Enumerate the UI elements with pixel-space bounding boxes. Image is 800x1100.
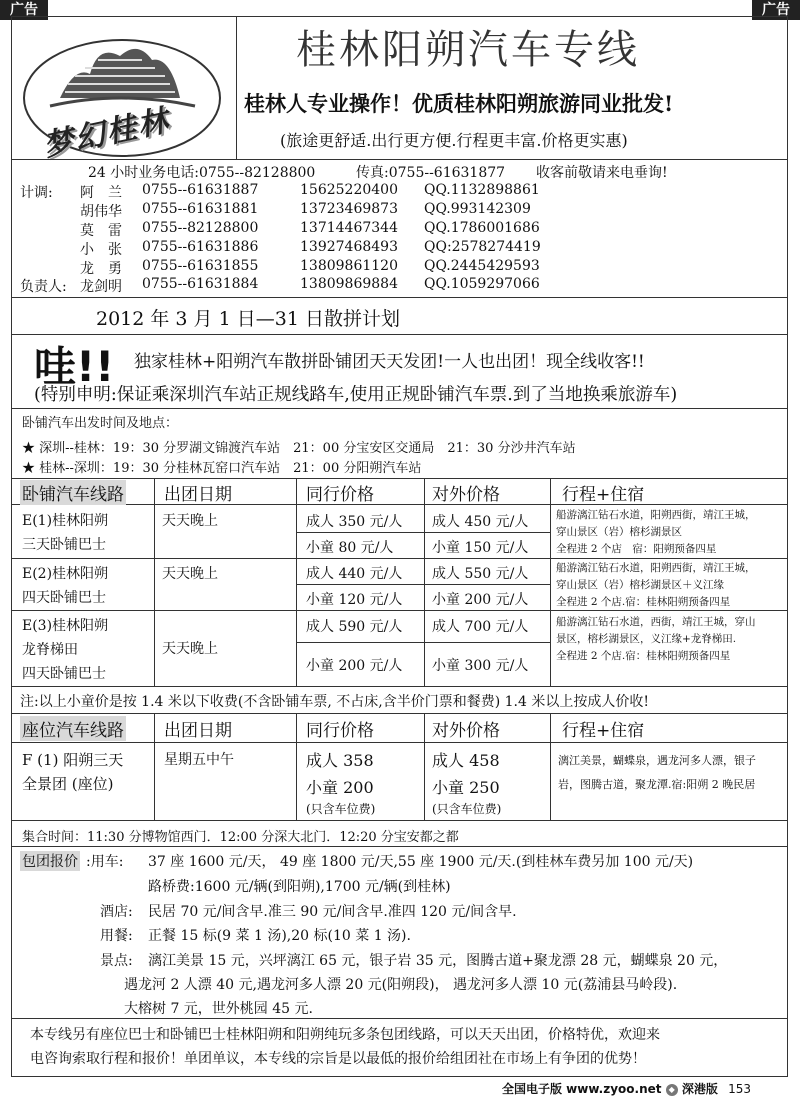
footer-edition: 深港版 [681, 1082, 718, 1096]
page-title: 桂林阳朔汽车专线 [296, 27, 640, 73]
hotel-label: 酒店: [100, 904, 133, 920]
subslogan: (旅途更舒适.出行更方便.行程更丰富.价格更实惠) [280, 131, 628, 150]
toll-price: 路桥费:1600 元/辆(到阳朔),1700 元/辆(到桂林) [148, 879, 451, 895]
sleeper-header-peer: 同行价格 [306, 485, 374, 505]
route-name: E(2)桂林阳朔 [22, 566, 109, 582]
bottom-note-line: 本专线另有座位巴士和卧铺巴士桂林阳朔和阳朔纯玩多条包团线路，可以天天出团，价格特优，欢迎来 [30, 1027, 660, 1043]
spot-price-line: 遇龙河 2 人漂 40 元,遇龙河多人漂 20 元(阳朔段)， 遇龙河多人漂 10 元(荔浦县马岭段). [124, 977, 678, 993]
vehicle-price: 37 座 1600 元/天， 49 座 1800 元/天,55 座 1900 元/天.(到桂林车费另加 100 元/天) [148, 854, 694, 870]
hotline: 24 小时业务电话:0755--82128800 [88, 165, 316, 181]
departure-title: 卧铺汽车出发时间及地点： [22, 416, 179, 431]
contact-tel: 0755--61631887 [142, 182, 259, 198]
fax: 传真:0755--61631877 [356, 165, 506, 181]
seat-header-peer: 同行价格 [306, 721, 374, 741]
sleeper-header-retail: 对外价格 [432, 485, 500, 505]
route-name: 龙脊梯田 [22, 642, 78, 658]
itinerary-line: 穿山景区（岩）榕杉湖景区＋义江缘 [556, 579, 724, 591]
contact-mobile: 13714467344 [300, 220, 398, 236]
route-name: 全景团 (座位) [22, 775, 114, 793]
contact-name: 胡伟华 [80, 204, 122, 220]
sleeper-header-route: 卧铺汽车线路 [20, 480, 126, 505]
meal-price: 正餐 15 标(9 菜 1 汤),20 标(10 菜 1 汤). [148, 928, 411, 944]
contact-tel: 0755--82128800 [142, 220, 259, 236]
route-name: E(1)桂林阳朔 [22, 513, 109, 529]
retail-child-price: 小童 200 元/人 [432, 592, 529, 608]
contact-mobile: 13809869884 [300, 276, 398, 292]
departure-date: 天天晚上 [162, 566, 218, 582]
itinerary-line: 岩，图腾古道，聚龙潭.宿:阳朔 2 晚民居 [558, 778, 756, 791]
route-name: 三天卧铺巴士 [22, 537, 106, 553]
peer-child-price: 小童 200 [306, 778, 374, 797]
peer-adult-price: 成人 350 元/人 [306, 514, 403, 530]
contact-name: 阿 兰 [80, 185, 122, 201]
dispatch-label: 计调: [20, 185, 53, 201]
contact-tel: 0755--61631884 [142, 276, 259, 292]
route-name: 四天卧铺巴士 [22, 590, 106, 606]
spot-price-line: 大榕树 7 元，世外桃园 45 元. [124, 1001, 313, 1017]
charter-label: 包团报价 [20, 851, 80, 871]
sleeper-header-date: 出团日期 [164, 485, 232, 505]
seat-header-date: 出团日期 [164, 721, 232, 741]
route-name: E(3)桂林阳朔 [22, 618, 109, 634]
peer-adult-price: 成人 358 [306, 751, 374, 770]
retail-child-price: 小童 250 [432, 778, 500, 797]
contact-name: 小 张 [80, 242, 122, 258]
contact-qq: QQ.2445429593 [424, 258, 540, 274]
peer-price-note: (只含车位费) [306, 802, 376, 816]
vehicle-label: :用车: [86, 854, 124, 870]
contact-name: 莫 雷 [80, 223, 122, 239]
contact-mobile: 13927468493 [300, 239, 398, 255]
page-number: 153 [728, 1082, 751, 1096]
peer-adult-price: 成人 440 元/人 [306, 566, 403, 582]
retail-child-price: 小童 300 元/人 [432, 658, 529, 674]
exclusive-text: 独家桂林+阳朔汽车散拼卧铺团天天发团!一人也出团！现全线收客!! [134, 352, 645, 372]
peer-adult-price: 成人 590 元/人 [306, 619, 403, 635]
plan-title: 2012 年 3 月 1 日—31 日散拼计划 [96, 308, 400, 330]
contact-qq: QQ.993142309 [424, 201, 531, 217]
contact-qq: QQ:2578274419 [424, 239, 541, 255]
manager-label: 负责人: [20, 279, 67, 295]
contact-mobile: 15625220400 [300, 182, 398, 198]
departure-date: 天天晚上 [162, 641, 218, 657]
bottom-note-line: 电咨询索取行程和报价！单团单议，本专线的宗旨是以最低的报价给组团社在市场上有争团的优势！ [30, 1051, 646, 1067]
logo-text: 梦幻桂林 [40, 102, 173, 164]
contact-tel: 0755--61631855 [142, 258, 259, 274]
route-name: 四天卧铺巴士 [22, 666, 106, 682]
peer-child-price: 小童 80 元/人 [306, 540, 394, 556]
child-price-note: 注:以上小童价是按 1.4 米以下收费(不含卧铺车票, 不占床,含半价门票和餐费) 1.4 米以上按成人价收! [20, 694, 649, 710]
seat-header-route: 座位汽车线路 [20, 716, 126, 741]
contact-mobile: 13809861120 [300, 258, 398, 274]
sleeper-header-itinerary: 行程+住宿 [562, 485, 645, 505]
itinerary-line: 船游漓江钻石水道，阳朔西街，靖江王城， [556, 509, 756, 521]
contact-qq: QQ.1059297066 [424, 276, 540, 292]
ad-label-right: 广告 [752, 0, 800, 20]
footer-site: 全国电子版 www.zyoo.net [502, 1082, 662, 1096]
hotel-price: 民居 70 元/间含早.准三 90 元/间含早.准四 120 元/间含早. [148, 904, 517, 920]
itinerary-line: 漓江美景，蝴蝶泉，遇龙河多人漂，银子 [558, 754, 756, 767]
departure-date: 星期五中午 [164, 752, 234, 768]
itinerary-line: 全程进 2 个店.宿：桂林阳朔预备四星 [556, 650, 731, 662]
itinerary-line: 景区，榕杉湖景区，义江缘+龙脊梯田. [556, 633, 737, 645]
itinerary-line: 穿山景区（岩）榕杉湖景区 [556, 526, 682, 538]
retail-adult-price: 成人 700 元/人 [432, 619, 529, 635]
meal-label: 用餐: [100, 928, 133, 944]
contact-name: 龙剑明 [80, 279, 122, 295]
footer [502, 1080, 751, 1097]
retail-adult-price: 成人 450 元/人 [432, 514, 529, 530]
retail-child-price: 小童 150 元/人 [432, 540, 529, 556]
peer-child-price: 小童 120 元/人 [306, 592, 403, 608]
itinerary-line: 全程进 2 个店 宿：阳朔预备四星 [556, 543, 717, 555]
departure-date: 天天晚上 [162, 513, 218, 529]
contact-mobile: 13723469873 [300, 201, 398, 217]
notice-text: (特别申明:保证乘深圳汽车站正规线路车,使用正规卧铺汽车票.到了当地换乘旅游车) [34, 385, 678, 405]
slogan: 桂林人专业操作！优质桂林阳朔旅游同业批发! [244, 91, 674, 116]
spot-price-line: 漓江美景 15 元，兴坪漓江 65 元，银子岩 35 元，图腾古道+聚龙漂 28 元，蝴蝶泉 20 元， [148, 953, 728, 969]
retail-adult-price: 成人 550 元/人 [432, 566, 529, 582]
itinerary-line: 船游漓江钻石水道，西街，靖江王城，穿山 [556, 616, 756, 628]
welcome-text: 收客前敬请来电垂询! [536, 165, 668, 181]
contact-qq: QQ.1132898861 [424, 182, 540, 198]
seat-header-itinerary: 行程+住宿 [562, 721, 645, 741]
assembly-time: 集合时间：11:30 分博物馆西门．12:00 分深大北门．12:20 分宝安都之都 [22, 830, 459, 845]
contact-name: 龙 勇 [80, 261, 122, 277]
contact-qq: QQ.1786001686 [424, 220, 540, 236]
spot-label: 景点: [100, 953, 133, 969]
itinerary-line: 船游漓江钻石水道，阳朔西街，靖江王城， [556, 562, 756, 574]
publisher-logo-icon: ◆ [666, 1084, 678, 1096]
peer-child-price: 小童 200 元/人 [306, 658, 403, 674]
contact-tel: 0755--61631886 [142, 239, 259, 255]
seat-header-retail: 对外价格 [432, 721, 500, 741]
contact-tel: 0755--61631881 [142, 201, 259, 217]
route-name: F (1) 阳朔三天 [22, 751, 124, 769]
departure-line: ★ 桂林--深圳：19：30 分桂林瓦窑口汽车站 21：00 分阳朔汽车站 [22, 461, 422, 476]
logo [20, 26, 225, 164]
ad-label-left: 广告 [0, 0, 48, 20]
retail-price-note: (只含车位费) [432, 802, 502, 816]
wow-text: 哇!! [34, 342, 115, 391]
retail-adult-price: 成人 458 [432, 751, 500, 770]
departure-line: ★ 深圳--桂林：19：30 分罗湖文锦渡汽车站 21：00 分宝安区交通局 21：30 分沙井汽车站 [22, 441, 576, 456]
itinerary-line: 全程进 2 个店.宿：桂林阳朔预备四星 [556, 596, 731, 608]
